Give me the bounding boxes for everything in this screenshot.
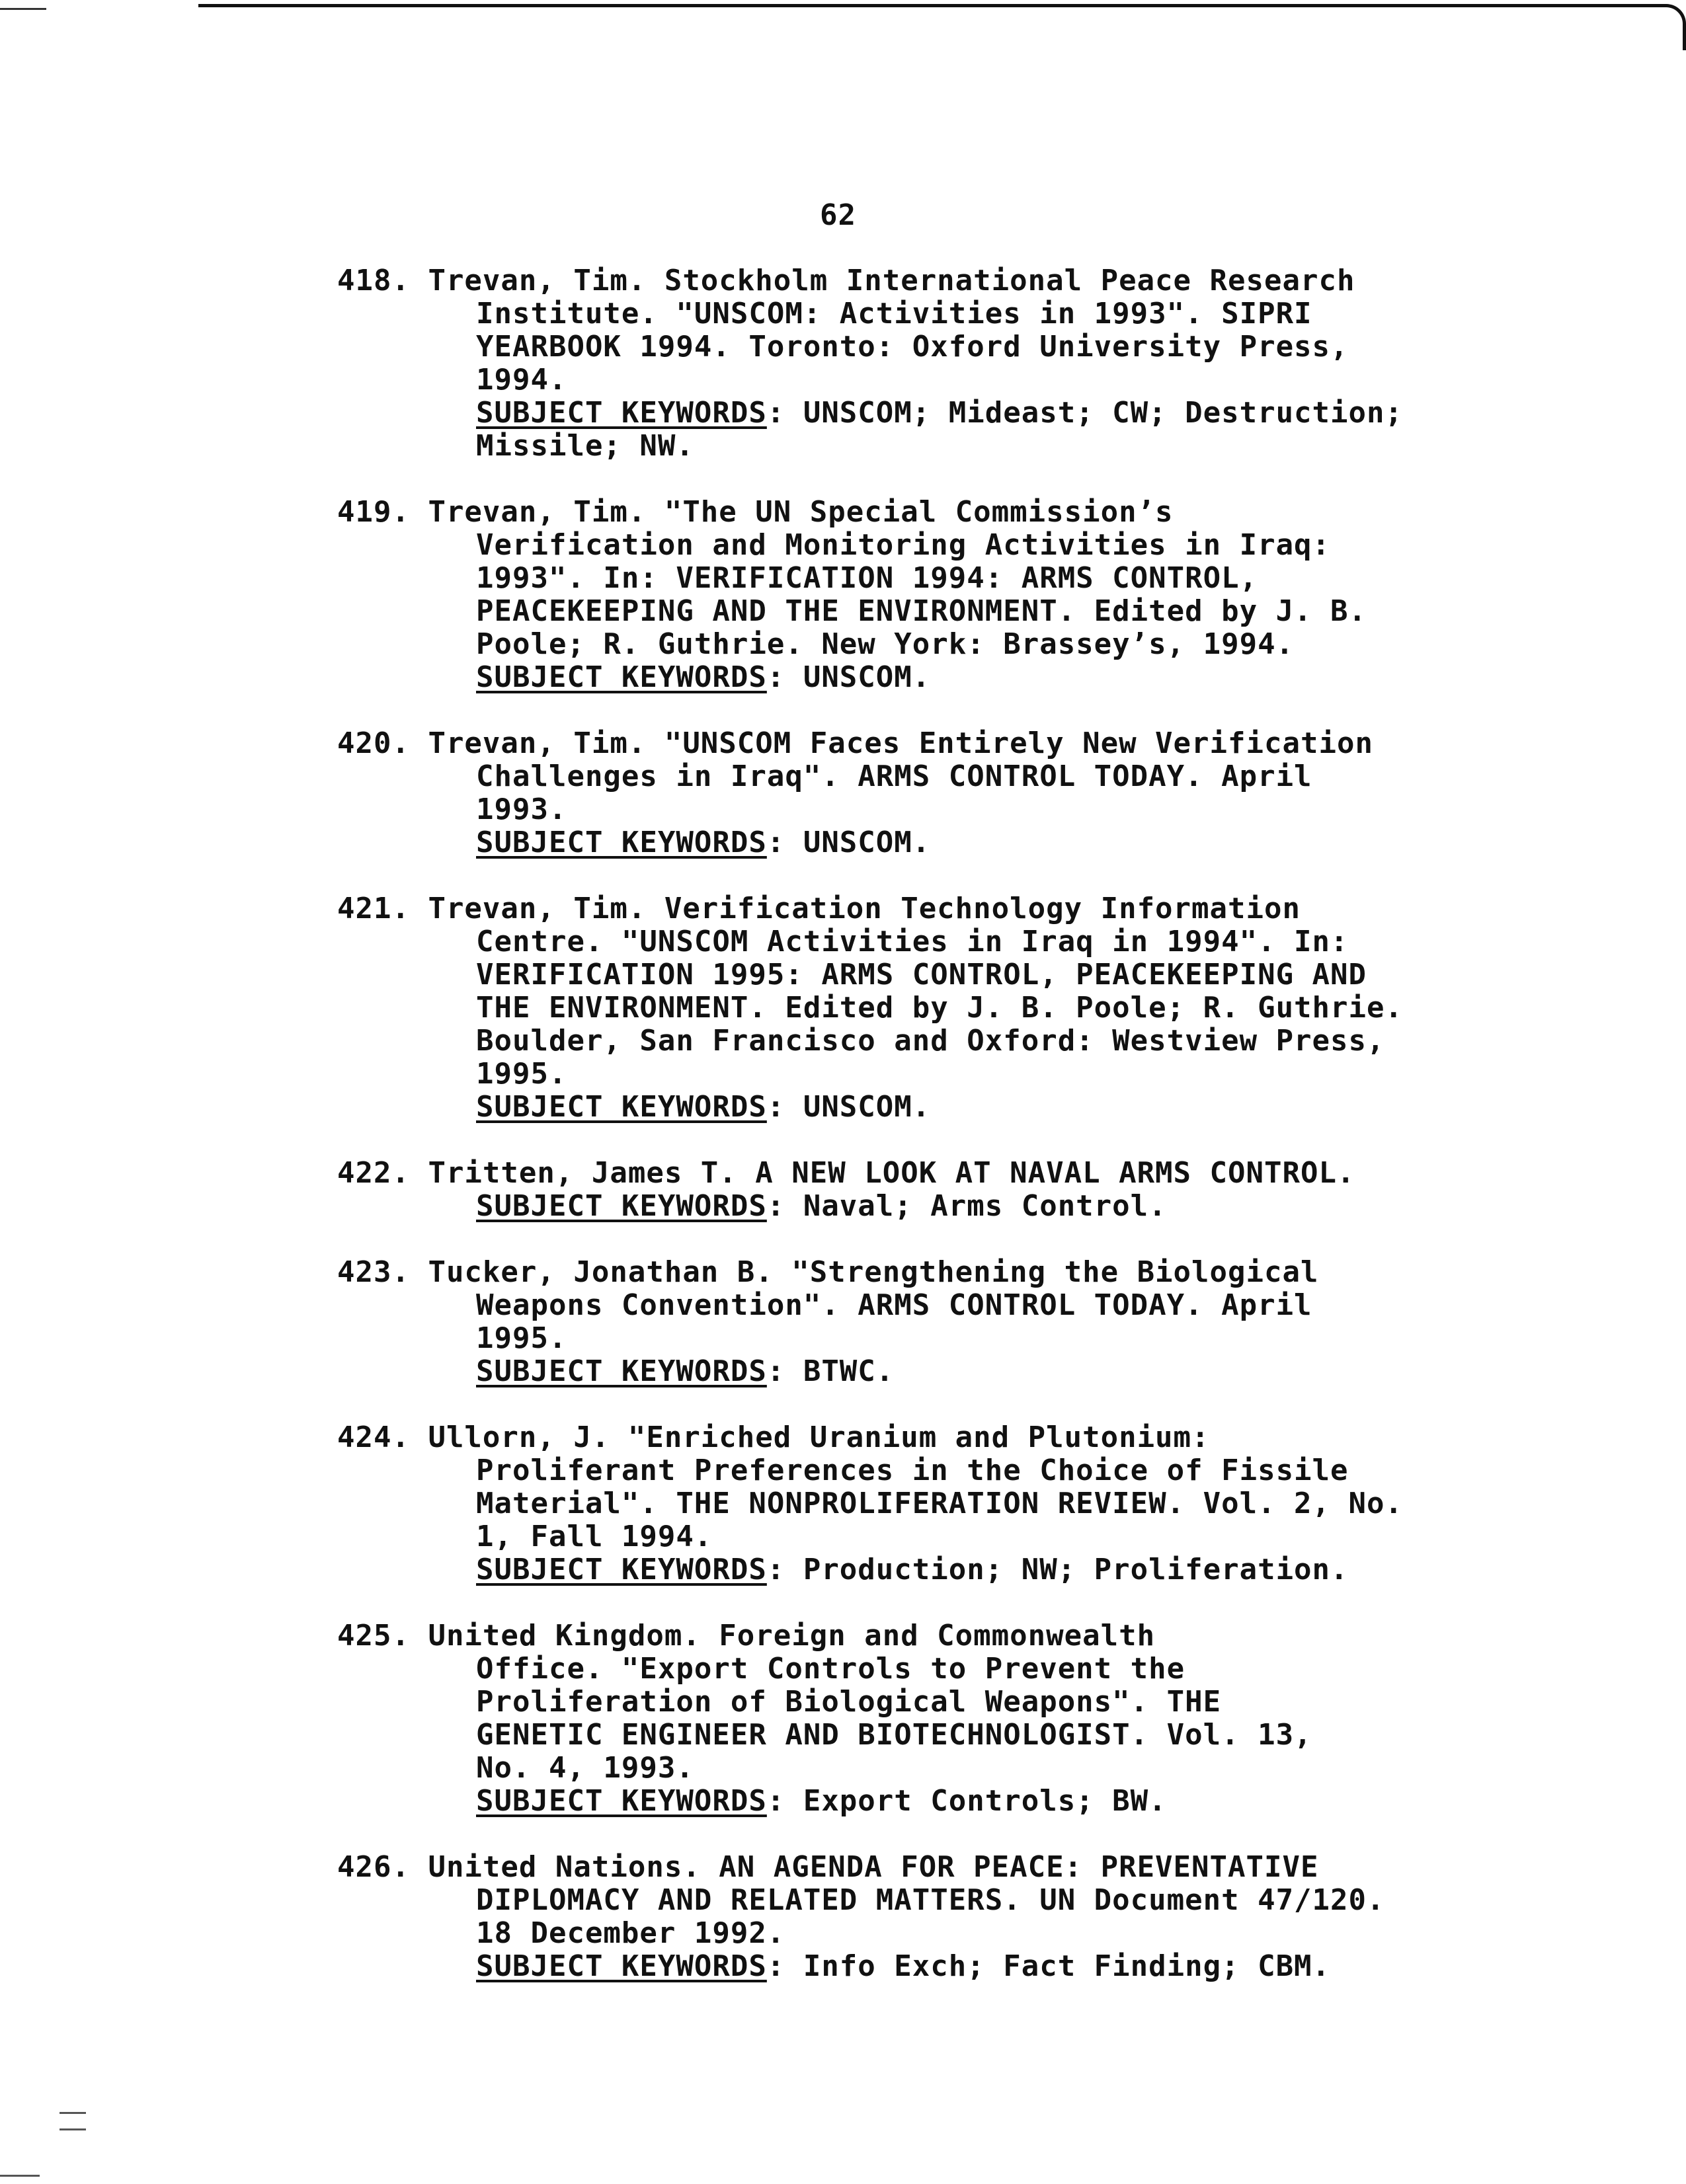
entry-first-line: 422. Tritten, James T. A NEW LOOK AT NAVAL ARMS CONTROL.	[337, 1156, 1355, 1190]
entry-continuation-line: Poole; R. Guthrie. New York: Brassey’s, 1994.	[476, 627, 1295, 661]
bibliography-entry	[337, 1256, 1527, 1388]
subject-keywords-line	[337, 661, 1527, 694]
subject-keywords-line	[337, 1950, 1527, 1983]
subject-keywords-line	[337, 1190, 1527, 1223]
bibliography-entry	[337, 496, 1527, 694]
bibliography-entry	[337, 1157, 1527, 1223]
entry-first-line: 418. Trevan, Tim. Stockholm International Peace Research	[337, 264, 1355, 297]
entry-continuation-line: 1994.	[476, 363, 567, 397]
subject-keywords-value: : Production; NW; Proliferation.	[766, 1553, 1349, 1586]
subject-keywords-line	[337, 1785, 1527, 1818]
entry-continuation-line: 1993". In: VERIFICATION 1994: ARMS CONTROL,	[476, 561, 1258, 595]
entry-continuation-line: GENETIC ENGINEER AND BIOTECHNOLOGIST. Vol. 13,	[476, 1718, 1312, 1752]
subject-keywords-value: : UNSCOM; Mideast; CW; Destruction;	[766, 396, 1404, 430]
entry-continuation-line: Weapons Convention". ARMS CONTROL TODAY. April	[476, 1288, 1312, 1322]
entry-continuation-line: No. 4, 1993.	[476, 1751, 694, 1785]
entry-continuation-line: 1995.	[476, 1057, 567, 1091]
bibliography-entry	[337, 1619, 1527, 1818]
entry-continuation-line: YEARBOOK 1994. Toronto: Oxford University Press,	[476, 330, 1349, 364]
entry-first-line: 421. Trevan, Tim. Verification Technology Information	[337, 892, 1301, 925]
entry-first-line: 419. Trevan, Tim. "The UN Special Commission’s	[337, 495, 1174, 529]
subject-keywords-value: : BTWC.	[766, 1354, 895, 1388]
bibliography-entry	[337, 1421, 1527, 1586]
subject-keywords-label: SUBJECT KEYWORDS	[476, 1949, 767, 1983]
entry-first-line: 423. Tucker, Jonathan B. "Strengthening the Biological	[337, 1255, 1319, 1289]
entry-continuation-line: Verification and Monitoring Activities in Iraq:	[476, 528, 1331, 562]
subject-keywords-line	[337, 1553, 1527, 1586]
subject-keywords-label: SUBJECT KEYWORDS	[476, 396, 767, 430]
subject-keywords-label: SUBJECT KEYWORDS	[476, 1784, 767, 1818]
entry-continuation-line: 1, Fall 1994.	[476, 1520, 713, 1553]
subject-keywords-value: Missile; NW.	[476, 429, 694, 463]
subject-keywords-line	[337, 430, 1527, 463]
bibliography-entry	[337, 892, 1527, 1124]
entry-continuation-line: Challenges in Iraq". ARMS CONTROL TODAY. April	[476, 760, 1312, 793]
subject-keywords-value: : Info Exch; Fact Finding; CBM.	[766, 1949, 1331, 1983]
entry-first-line: 424. Ullorn, J. "Enriched Uranium and Plutonium:	[337, 1421, 1210, 1454]
scan-edge-line	[198, 4, 1666, 7]
entry-continuation-line: Material". THE NONPROLIFERATION REVIEW. Vol. 2, No.	[476, 1487, 1404, 1520]
subject-keywords-line	[337, 826, 1527, 859]
subject-keywords-line	[337, 1091, 1527, 1124]
subject-keywords-label: SUBJECT KEYWORDS	[476, 660, 767, 694]
subject-keywords-value: : Naval; Arms Control.	[766, 1189, 1167, 1223]
subject-keywords-label: SUBJECT KEYWORDS	[476, 1354, 767, 1388]
scan-corner-mark	[1664, 4, 1686, 50]
subject-keywords-label: SUBJECT KEYWORDS	[476, 1553, 767, 1586]
entry-first-line: 420. Trevan, Tim. "UNSCOM Faces Entirely New Verification	[337, 726, 1373, 760]
entry-first-line: 426. United Nations. AN AGENDA FOR PEACE: PREVENTATIVE	[337, 1850, 1319, 1884]
entry-continuation-line: 1995.	[476, 1321, 567, 1355]
entry-continuation-line: VERIFICATION 1995: ARMS CONTROL, PEACEKEEPING AND	[476, 958, 1367, 992]
entry-continuation-line: Proliferation of Biological Weapons". THE	[476, 1685, 1222, 1719]
entry-continuation-line: Office. "Export Controls to Prevent the	[476, 1652, 1185, 1686]
subject-keywords-value: : UNSCOM.	[766, 660, 931, 694]
bibliography-entry	[337, 727, 1527, 859]
entry-continuation-line: Centre. "UNSCOM Activities in Iraq in 1994". In:	[476, 925, 1349, 958]
subject-keywords-value: : UNSCOM.	[766, 826, 931, 859]
entry-continuation-line: 18 December 1992.	[476, 1916, 785, 1950]
bibliography-entry	[337, 1851, 1527, 1983]
entry-continuation-line: Boulder, San Francisco and Oxford: Westview Press,	[476, 1024, 1385, 1058]
scan-artifact	[0, 2175, 40, 2177]
scan-artifact	[0, 8, 46, 10]
subject-keywords-value: : UNSCOM.	[766, 1090, 931, 1124]
entry-continuation-line: Proliferant Preferences in the Choice of Fissile	[476, 1454, 1349, 1487]
subject-keywords-label: SUBJECT KEYWORDS	[476, 1090, 767, 1124]
entry-first-line: 425. United Kingdom. Foreign and Commonwealth	[337, 1619, 1156, 1653]
scan-artifact	[60, 2128, 86, 2130]
entry-continuation-line: THE ENVIRONMENT. Edited by J. B. Poole; R. Guthrie.	[476, 991, 1404, 1025]
entry-continuation-line: 1993.	[476, 793, 567, 826]
scan-artifact	[60, 2112, 86, 2114]
subject-keywords-label: SUBJECT KEYWORDS	[476, 1189, 767, 1223]
subject-keywords-line	[337, 397, 1527, 430]
entry-continuation-line: PEACEKEEPING AND THE ENVIRONMENT. Edited by J. B.	[476, 594, 1367, 628]
subject-keywords-value: : Export Controls; BW.	[766, 1784, 1167, 1818]
entry-continuation-line: Institute. "UNSCOM: Activities in 1993". SIPRI	[476, 297, 1312, 331]
subject-keywords-label: SUBJECT KEYWORDS	[476, 826, 767, 859]
page-number: 62	[820, 198, 856, 232]
entry-continuation-line: DIPLOMACY AND RELATED MATTERS. UN Document 47/120.	[476, 1883, 1385, 1917]
subject-keywords-line	[337, 1355, 1527, 1388]
bibliography-entry	[337, 264, 1527, 463]
bibliography-list	[337, 264, 1527, 2016]
